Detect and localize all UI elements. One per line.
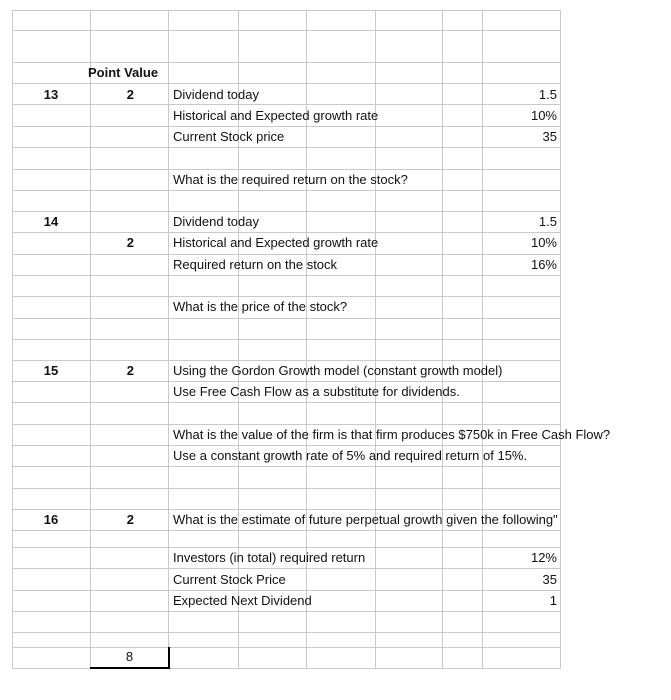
grid-line [12,318,561,319]
grid-line [12,62,561,63]
point-value: 2 [126,512,134,527]
q13-value-dividend: 1.5 [538,87,557,102]
q13-question: What is the required return on the stock? [173,172,408,187]
grid-line [12,547,561,548]
q16-value-price: 35 [542,572,557,587]
grid-line [12,632,561,633]
grid-line [12,275,561,276]
q14-label-growth: Historical and Expected growth rate [173,235,379,250]
question-number: 15 [43,363,59,378]
q16-label-price: Current Stock Price [173,572,286,587]
point-value: 2 [126,235,134,250]
q14-question: What is the price of the stock? [173,299,348,314]
grid-line [12,530,561,531]
total-bottom-border [90,667,169,669]
grid-line [12,445,561,446]
grid-line [12,30,561,31]
q13-value-growth: 10% [530,108,557,123]
q14-value-dividend: 1.5 [538,214,557,229]
grid-line [12,360,561,361]
q13-label-growth: Historical and Expected growth rate [173,108,379,123]
q13-value-price: 35 [542,129,557,144]
total-points: 8 [125,649,134,664]
grid-line [12,424,561,425]
q13-label-dividend: Dividend today [173,87,259,102]
q16-question: What is the estimate of future perpetual growth given the following" [173,512,558,527]
grid-line [12,590,561,591]
grid-line [12,488,561,489]
grid-line [12,147,561,148]
q16-value-return: 12% [530,550,557,565]
q16-label-dividend: Expected Next Dividend [173,593,312,608]
q15-line-4: Use a constant growth rate of 5% and required return of 15%. [173,448,528,463]
point-value: 2 [126,87,134,102]
grid-line [12,232,561,233]
q15-line-1: Using the Gordon Growth model (constant growth model) [173,363,503,378]
question-number: 14 [43,214,59,229]
q14-label-dividend: Dividend today [173,214,259,229]
q15-line-2: Use Free Cash Flow as a substitute for dividends. [173,384,460,399]
grid-line [12,568,561,569]
grid-line [12,83,561,84]
grid-line [12,169,561,170]
q16-label-return: Investors (in total) required return [173,550,366,565]
grid-line [12,339,561,340]
grid-line [12,611,561,612]
grid-line [12,466,561,467]
grid-line [12,190,561,191]
grid-line [12,10,561,11]
grid-line [12,104,561,105]
grid-line [12,254,561,255]
question-number: 13 [43,87,59,102]
question-number: 16 [43,512,59,527]
q16-value-dividend: 1 [549,593,557,608]
total-right-border [168,647,170,669]
q14-value-growth: 10% [530,235,557,250]
grid-line [12,381,561,382]
point-value: 2 [126,363,134,378]
q15-line-3: What is the value of the firm is that firm produces $750k in Free Cash Flow? [173,427,611,442]
grid-line [12,211,561,212]
grid-line [12,402,561,403]
grid-line [12,509,561,510]
grid-line [12,126,561,127]
point-value-header: Point Value [88,65,159,80]
q14-value-return: 16% [530,257,557,272]
grid-line [12,647,561,648]
grid-line [12,296,561,297]
q13-label-price: Current Stock price [173,129,285,144]
q14-label-return: Required return on the stock [173,257,338,272]
